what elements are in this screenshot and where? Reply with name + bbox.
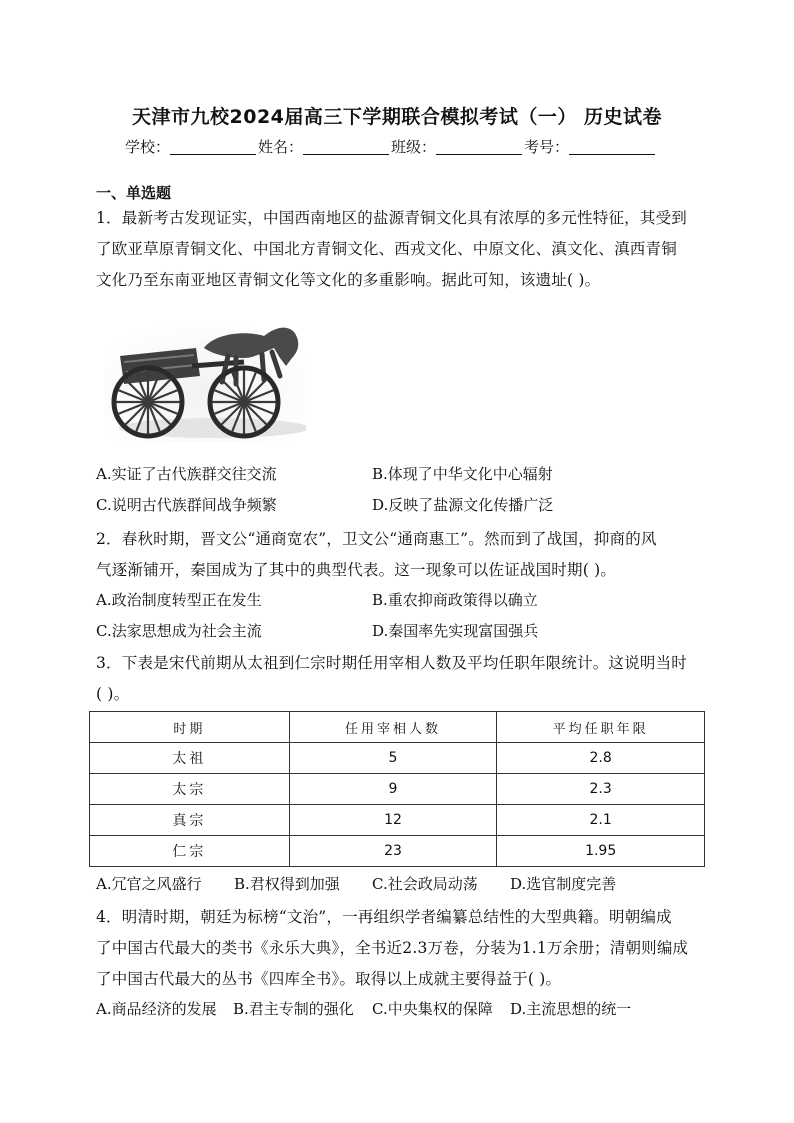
class-blank <box>436 140 522 155</box>
q2-option-b[interactable]: B.重农抑商政策得以确立 <box>372 591 538 609</box>
table-cell-period: 仁宗 <box>90 836 290 867</box>
school-label: 学校： <box>125 138 171 156</box>
q2-line-2: 气逐渐铺开，秦国成为了其中的典型代表。这一现象可以佐证战国时期( )。 <box>96 561 617 579</box>
table-cell-period: 太祖 <box>90 743 290 774</box>
table-row <box>90 836 705 867</box>
table-header-cell: 平均任职年限 <box>497 712 705 743</box>
q4-line-2: 了中国古代最大的类书《永乐大典》，全书近2.3万卷，分装为1.1万余册；清朝则编成 <box>96 939 689 957</box>
q2-option-a[interactable]: A.政治制度转型正在发生 <box>96 591 262 609</box>
q4-option-d[interactable]: D.主流思想的统一 <box>510 1000 632 1018</box>
school-blank <box>170 140 256 155</box>
exam-no-label: 考号： <box>524 138 570 156</box>
table-row <box>90 743 705 774</box>
table-cell-count: 9 <box>289 774 497 805</box>
student-info-line <box>125 136 657 157</box>
table-cell-count: 5 <box>289 743 497 774</box>
q3-option-a[interactable]: A.冗官之风盛行 <box>96 875 202 893</box>
q4-option-c[interactable]: C.中央集权的保障 <box>372 1000 493 1018</box>
class-label: 班级： <box>391 138 437 156</box>
page-title: 天津市九校2024届高三下学期联合模拟考试（一） 历史试卷 <box>132 106 662 128</box>
q2-option-d[interactable]: D.秦国率先实现富国强兵 <box>372 622 539 640</box>
name-label: 姓名： <box>258 138 304 156</box>
bronze-horse-cart-image <box>104 318 306 442</box>
name-blank <box>303 140 389 155</box>
q1-option-a[interactable]: A.实证了古代族群交往交流 <box>96 465 277 483</box>
section-heading: 一、单选题 <box>96 184 172 202</box>
q3-line-1: 3．下表是宋代前期从太祖到仁宗时期任用宰相人数及平均任职年限统计。这说明当时 <box>96 654 687 672</box>
table-cell-period: 太宗 <box>90 774 290 805</box>
q1-option-b[interactable]: B.体现了中华文化中心辐射 <box>372 465 553 483</box>
table-cell-count: 12 <box>289 805 497 836</box>
table-cell-years: 2.8 <box>497 743 705 774</box>
table-cell-count: 23 <box>289 836 497 867</box>
table-cell-years: 2.1 <box>497 805 705 836</box>
q1-line-3: 文化乃至东南亚地区青铜文化等文化的多重影响。据此可知，该遗址( )。 <box>96 271 601 289</box>
table-row <box>90 805 705 836</box>
q4-option-b[interactable]: B.君主专制的强化 <box>233 1000 354 1018</box>
q1-option-d[interactable]: D.反映了盐源文化传播广泛 <box>372 496 554 514</box>
q1-line-2: 了欧亚草原青铜文化、中国北方青铜文化、西戎文化、中原文化、滇文化、滇西青铜 <box>96 240 677 258</box>
q3-line-2: ( )。 <box>96 685 130 703</box>
table-cell-period: 真宗 <box>90 805 290 836</box>
exam-no-blank <box>569 140 655 155</box>
q1-option-c[interactable]: C.说明古代族群间战争频繁 <box>96 496 277 514</box>
table-cell-years: 2.3 <box>497 774 705 805</box>
table-row <box>90 774 705 805</box>
q4-option-a[interactable]: A.商品经济的发展 <box>96 1000 217 1018</box>
q2-option-c[interactable]: C.法家思想成为社会主流 <box>96 622 262 640</box>
prime-minister-table <box>89 711 705 867</box>
q2-line-1: 2．春秋时期，晋文公“通商宽农”，卫文公“通商惠工”。然而到了战国，抑商的风 <box>96 530 657 548</box>
table-header-row <box>90 712 705 743</box>
table-header-cell: 时期 <box>90 712 290 743</box>
q4-line-3: 了中国古代最大的丛书《四库全书》。取得以上成就主要得益于( )。 <box>96 970 562 988</box>
q3-option-d[interactable]: D.选官制度完善 <box>510 875 617 893</box>
q3-option-c[interactable]: C.社会政局动荡 <box>372 875 478 893</box>
table-header-cell: 任用宰相人数 <box>289 712 497 743</box>
q3-option-b[interactable]: B.君权得到加强 <box>234 875 340 893</box>
q4-line-1: 4．明清时期，朝廷为标榜“文治”，一再组织学者编纂总结性的大型典籍。明朝编成 <box>96 908 672 926</box>
table-cell-years: 1.95 <box>497 836 705 867</box>
q1-line-1: 1．最新考古发现证实，中国西南地区的盐源青铜文化具有浓厚的多元性特征，其受到 <box>96 209 687 227</box>
